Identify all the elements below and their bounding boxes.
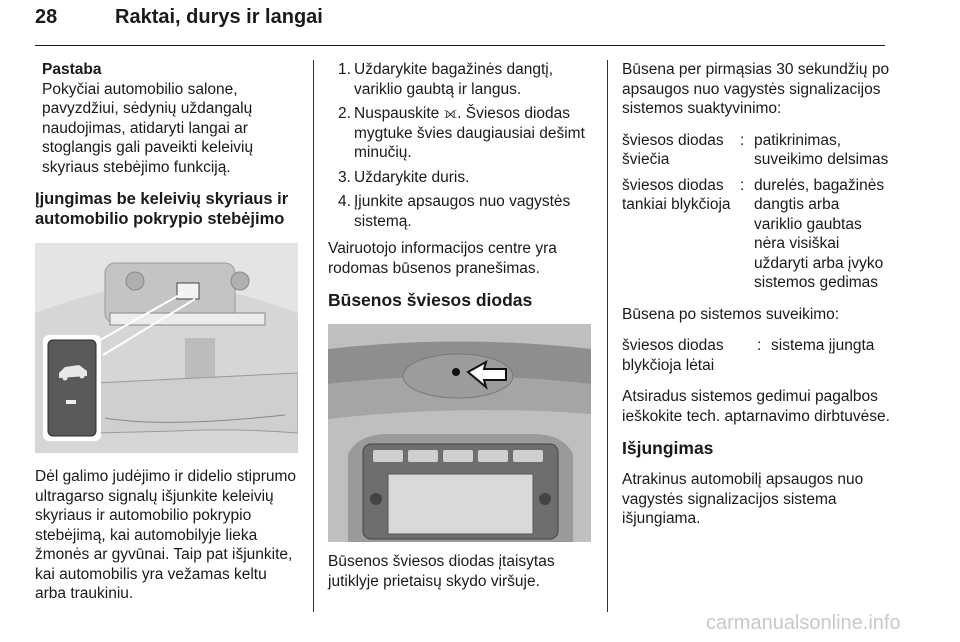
status-desc: sistema įjungta	[771, 337, 875, 354]
status-term: šviesos diodas šviečia	[622, 131, 724, 168]
watermark: carmanualsonline.info	[706, 612, 901, 634]
figure-caption: Būsenos šviesos diodas įtaisytas jutiklyje prietaisų skydo viršuje.	[328, 553, 555, 590]
chapter-title: Raktai, durys ir langai	[115, 6, 323, 28]
body-paragraph: Būsena po sistemos suveikimo:	[622, 305, 840, 323]
steps-list	[328, 60, 593, 231]
body-paragraph: Atsiradus sistemos gedimui pagalbos ieškokite tech. aptarnavimo dirbtuvėse.	[622, 388, 890, 425]
body-paragraph: Būsena per pirmąsias 30 sekundžių po apsaugos nuo vagystės signalizacijos sistemos suaktyvinimo:	[622, 61, 890, 117]
status-term: šviesos diodas blykčioja lėtai	[622, 337, 724, 374]
column-divider	[607, 60, 608, 612]
status-row	[622, 176, 890, 293]
section-heading: Būsenos šviesos diodas	[328, 290, 533, 310]
mirror-illustration-svg	[35, 243, 298, 453]
note-text: Pokyčiai automobilio salone, pavyzdžiui, sėdynių uždangalų naudojimas, atidaryti langai ar stoglangis gali paveikti keleivių skyriaus stebėjimo funkciją.	[42, 80, 254, 176]
status-term: šviesos diodas tankiai blykčioja	[622, 176, 731, 213]
status-desc: patikrinimas, suveikimo delsimas	[754, 131, 889, 168]
list-item: 4. Įjunkite apsaugos nuo vagystės sistemą.	[338, 193, 571, 230]
status-row	[622, 131, 890, 170]
section-heading: Išjungimas	[622, 438, 714, 458]
column-left	[35, 60, 300, 616]
body-paragraph: Vairuotojo informacijos centre yra rodomas būsenos pranešimas.	[328, 240, 557, 277]
page-number: 28	[35, 6, 58, 28]
column-right	[622, 60, 890, 541]
note-box	[35, 60, 300, 177]
dashboard-illustration-svg	[328, 324, 591, 542]
body-paragraph: Atrakinus automobilį apsaugos nuo vagystės signalizacijos sistema išjungiama.	[622, 471, 864, 527]
status-row	[622, 336, 890, 375]
status-separator: :	[740, 131, 745, 149]
page-header	[35, 2, 885, 48]
section-heading: Įjungimas be keleivių skyriaus ir automobilio pokrypio stebėjimo	[35, 190, 289, 228]
status-separator: :	[757, 337, 762, 354]
dashboard-led-illustration	[328, 324, 591, 542]
column-divider	[313, 60, 314, 612]
list-item: 3. Uždarykite duris.	[338, 168, 470, 186]
body-paragraph: Dėl galimo judėjimo ir didelio stiprumo ultragarso signalų išjunkite keleivių skyriaus ir automobilio pokrypio stebėjimą, kai automobilyje lieka žmonės ar gyvūnai. Taip pat išjunkite, kai automobilis yra vežamas keltu arba traukiniu.	[35, 468, 297, 602]
note-label: Pastaba	[42, 61, 102, 78]
mirror-button-illustration	[35, 243, 298, 453]
list-item: 2. Nuspauskite ⟗. Šviesos diodas mygtuke švies daugiausiai dešimt minučių.	[338, 105, 585, 161]
status-desc: durelės, bagažinės dangtis arba variklio gaubtas nėra visiškai uždaryti arba įvyko sistemos gedimas	[754, 176, 885, 291]
header-rule	[35, 45, 885, 46]
list-item: 1. Uždarykite bagažinės dangtį, variklio gaubtą ir langus.	[338, 61, 554, 98]
column-middle	[328, 60, 593, 603]
status-separator: :	[740, 176, 745, 194]
led-indicator-icon	[66, 400, 76, 404]
